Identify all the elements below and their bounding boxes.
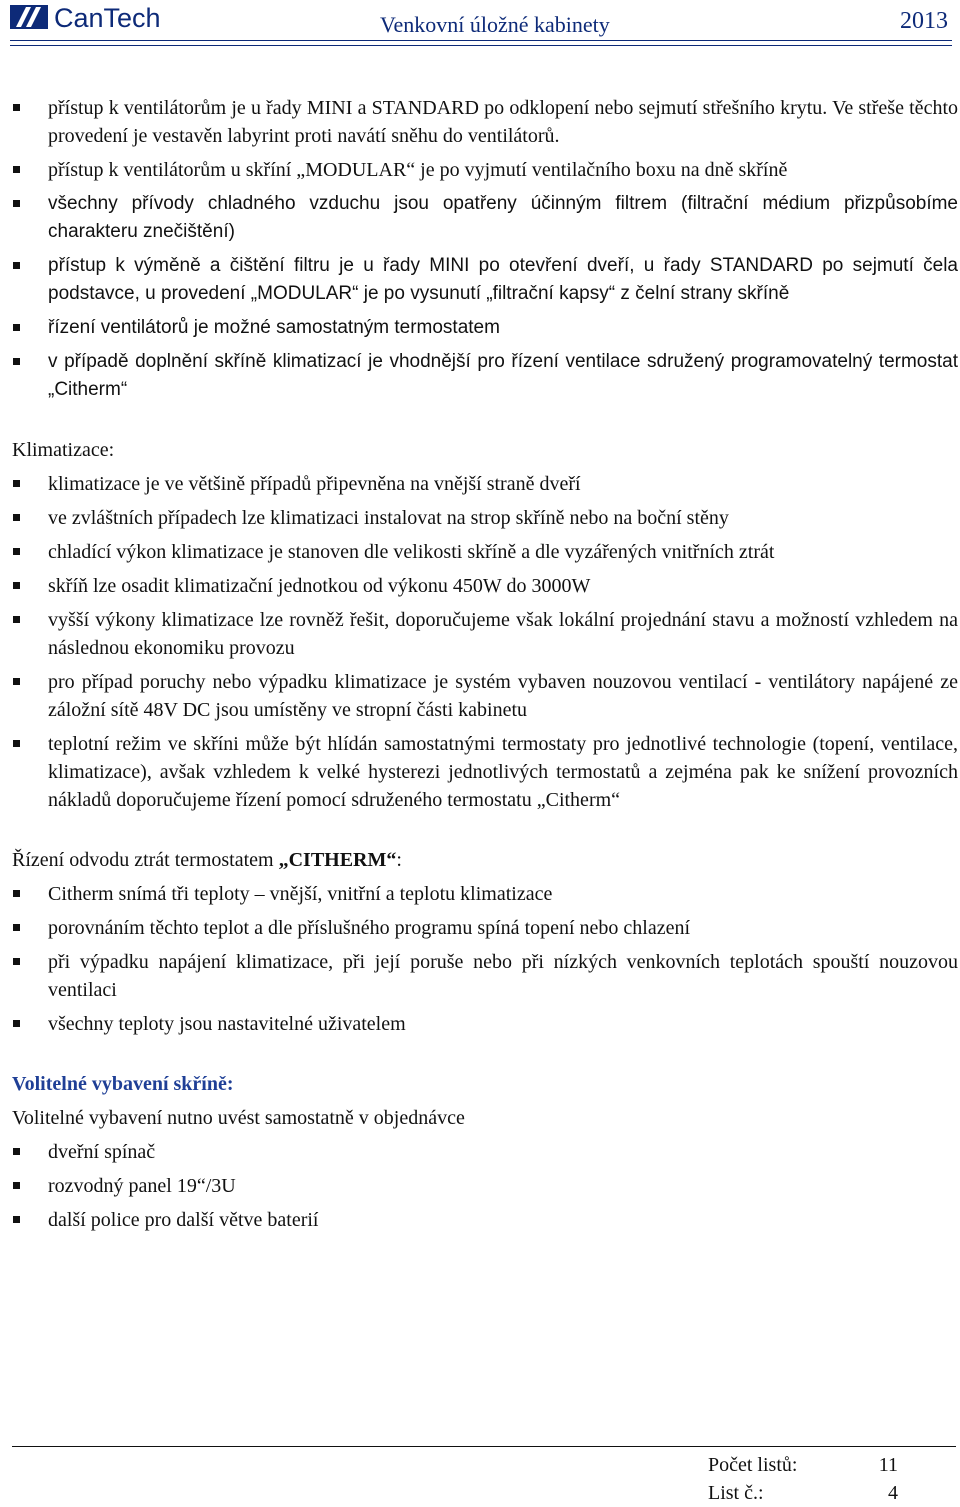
page-header	[0, 0, 960, 46]
sheet-number-row	[708, 1479, 898, 1507]
list-item: Citherm snímá tři teploty – vnější, vnitřní a teplotu klimatizace	[12, 880, 958, 908]
bullet-icon	[13, 480, 20, 487]
citherm-list	[12, 880, 958, 1038]
document-body	[12, 94, 958, 1240]
sheet-number-label: List č.:	[708, 1482, 764, 1504]
citherm-heading: Řízení odvodu ztrát termostatem „CITHERM“:	[12, 849, 402, 871]
bullet-icon	[13, 324, 20, 331]
page-footer	[708, 1451, 898, 1507]
bullet-icon	[13, 616, 20, 623]
bullet-icon	[13, 924, 20, 931]
bullet-icon	[13, 262, 20, 269]
list-item: ve zvláštních případech lze klimatizaci instalovat na strop skříně nebo na boční stěny	[12, 504, 958, 532]
bullet-icon	[13, 890, 20, 897]
list-item: přístup k ventilátorům je u řady MINI a STANDARD po odklopení nebo sejmutí střešního krytu. Ve střeše těchto provedení je vestavěn labyrint proti navátí sněhu do ventilátorů.	[12, 94, 958, 150]
list-item: skříň lze osadit klimatizační jednotkou od výkonu 450W do 3000W	[12, 572, 958, 600]
document-year: 2013	[900, 8, 948, 34]
document-title: Venkovní úložné kabinety	[380, 12, 610, 37]
bullet-icon	[13, 1216, 20, 1223]
ventilation-list	[12, 94, 958, 404]
bullet-icon	[13, 1182, 20, 1189]
cantech-logo-icon	[10, 5, 48, 29]
bullet-icon	[13, 104, 20, 111]
list-item: teplotní režim ve skříni může být hlídán samostatnými termostaty pro jednotlivé technologie (topení, ventilace, klimatizace), avšak vzhledem k velké hysterezi jednotlivých termostatů a zejména pak ke snížení provozních nákladů doporučujeme řízení pomocí sdruženého termostatu „Citherm“	[12, 730, 958, 814]
list-item: řízení ventilátorů je možné samostatným termostatem	[12, 314, 958, 342]
bullet-icon	[13, 166, 20, 173]
list-item: přístup k ventilátorům u skříní „MODULAR“ je po vyjmutí ventilačního boxu na dně skříně	[12, 156, 958, 184]
list-item: rozvodný panel 19“/3U	[12, 1172, 958, 1200]
bullet-icon	[13, 200, 20, 207]
page-count-value: 11	[878, 1454, 898, 1476]
klimatizace-list	[12, 470, 958, 814]
list-item: pro případ poruchy nebo výpadku klimatizace je systém vybaven nouzovou ventilací - ventilátory napájené ze záložní sítě 48V DC jsou umístěny ve stropní části kabinetu	[12, 668, 958, 724]
page-count-label: Počet listů:	[708, 1454, 798, 1476]
bullet-icon	[13, 958, 20, 965]
volitelne-heading: Volitelné vybavení skříně:	[12, 1073, 234, 1095]
bullet-icon	[13, 1148, 20, 1155]
bullet-icon	[13, 582, 20, 589]
list-item: porovnáním těchto teplot a dle příslušného programu spíná topení nebo chlazení	[12, 914, 958, 942]
klimatizace-heading: Klimatizace:	[12, 439, 115, 461]
bullet-icon	[13, 1020, 20, 1027]
list-item: dveřní spínač	[12, 1138, 958, 1166]
list-item: všechny přívody chladného vzduchu jsou opatřeny účinným filtrem (filtrační médium přizpůsobíme charakteru znečištění)	[12, 190, 958, 246]
bullet-icon	[13, 678, 20, 685]
list-item: při výpadku napájení klimatizace, při její poruše nebo při nízkých venkovních teplotách spouští nouzovou ventilaci	[12, 948, 958, 1004]
list-item: všechny teploty jsou nastavitelné uživatelem	[12, 1010, 958, 1038]
page-count-row	[708, 1451, 898, 1479]
volitelne-list	[12, 1138, 958, 1234]
bullet-icon	[13, 548, 20, 555]
footer-divider	[12, 1446, 956, 1447]
volitelne-note: Volitelné vybavení nutno uvést samostatně v objednávce	[12, 1107, 465, 1129]
sheet-number-value: 4	[888, 1482, 898, 1504]
list-item: další police pro další větve baterií	[12, 1206, 958, 1234]
list-item: vyšší výkony klimatizace lze rovněž řešit, doporučujeme však lokální projednání stavu a možností vzhledem na následnou ekonomiku provozu	[12, 606, 958, 662]
list-item: klimatizace je ve většině případů připevněna na vnější straně dveří	[12, 470, 958, 498]
bullet-icon	[13, 740, 20, 747]
company-name: CanTech	[54, 3, 161, 33]
list-item: v případě doplnění skříně klimatizací je vhodnější pro řízení ventilace sdružený programovatelný termostat „Citherm“	[12, 348, 958, 404]
bullet-icon	[13, 358, 20, 365]
header-divider	[10, 40, 952, 46]
bullet-icon	[13, 514, 20, 521]
list-item: chladící výkon klimatizace je stanoven dle velikosti skříně a dle vyzářených vnitřních ztrát	[12, 538, 958, 566]
list-item: přístup k výměně a čištění filtru je u řady MINI po otevření dveří, u řady STANDARD po sejmutí čela podstavce, u provedení „MODULAR“ je po vysunutí „filtrační kapsy“ z čelní strany skříně	[12, 252, 958, 308]
